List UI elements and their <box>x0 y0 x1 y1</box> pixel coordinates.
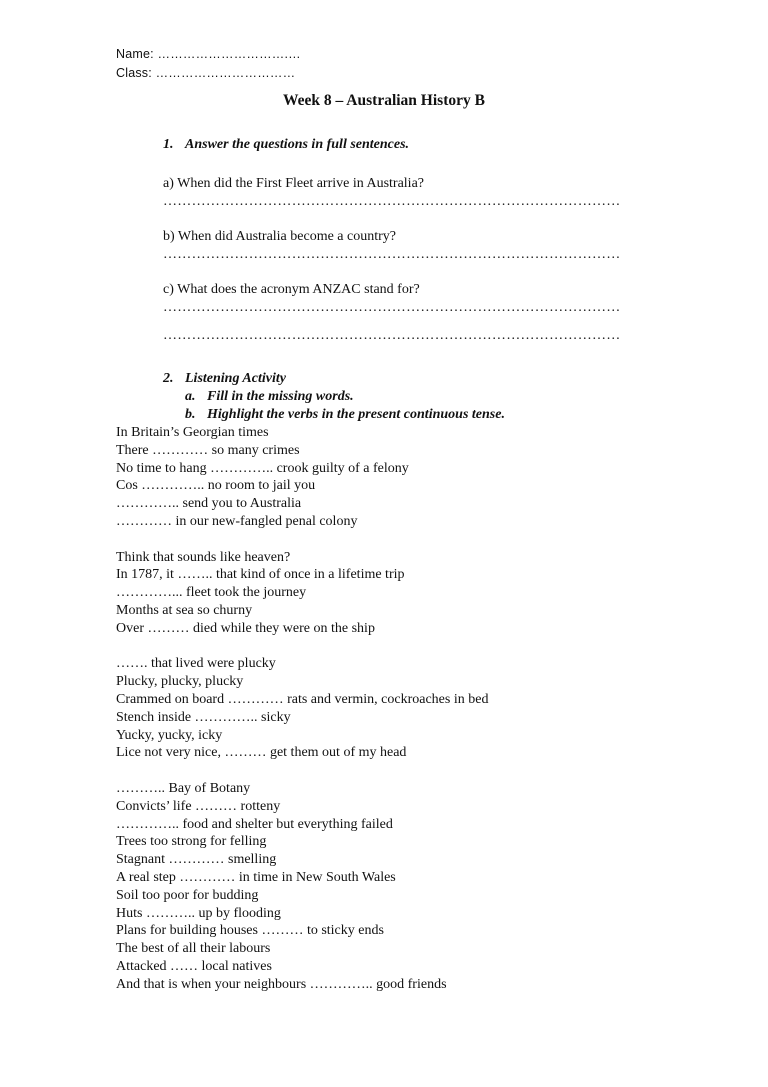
lyric-line: ……. that lived were plucky <box>116 656 276 672</box>
song-lyrics <box>116 424 488 994</box>
lyric-line: Months at sea so churny <box>116 602 253 618</box>
lyric-line: Lice not very nice, ……… get them out of my head <box>116 745 407 761</box>
section-1-heading <box>163 136 409 154</box>
name-field-line: Name: ………………………….… <box>116 47 301 61</box>
stanza-gap <box>116 638 488 656</box>
lyric-line: There ………… so many crimes <box>116 442 300 458</box>
instruction-a-text: Fill in the missing words. <box>207 389 354 404</box>
lyric-line: In 1787, it …….. that kind of once in a lifetime trip <box>116 567 405 583</box>
instruction-b-text: Highlight the verbs in the present continuous tense. <box>207 407 505 422</box>
lyric-line: A real step ………… in time in New South Wales <box>116 869 396 885</box>
lyric-line: Crammed on board ………… rats and vermin, cockroaches in bed <box>116 691 489 707</box>
section-2-number: 2. <box>163 371 174 386</box>
lyric-line: Stagnant ………… smelling <box>116 852 277 868</box>
lyric-line: Convicts’ life ……… rotteny <box>116 798 281 814</box>
lyric-line: Plucky, plucky, plucky <box>116 674 244 690</box>
answer-line-a: …………………………………………………………………………………… <box>163 194 621 209</box>
answer-line-c-2: …………………………………………………………………………………… <box>163 328 621 343</box>
lyric-line: No time to hang ………….. crook guilty of a felony <box>116 460 409 476</box>
section-1-number: 1. <box>163 137 174 152</box>
section-2-instruction-b <box>185 406 505 424</box>
lyric-line: ………….. food and shelter but everything failed <box>116 816 393 832</box>
lyric-line: Soil too poor for budding <box>116 887 259 903</box>
lyric-line: Attacked …… local natives <box>116 958 272 974</box>
answer-line-b: …………………………………………………………………………………… <box>163 247 621 262</box>
lyric-line: ……….. Bay of Botany <box>116 780 251 796</box>
lyric-line: …………... fleet took the journey <box>116 585 307 601</box>
instruction-b-letter: b. <box>185 407 196 422</box>
instruction-a-letter: a. <box>185 389 196 404</box>
stanza-gap <box>116 762 488 780</box>
stanza-gap <box>116 531 488 549</box>
lyric-line: Plans for building houses ……… to sticky ends <box>116 923 384 939</box>
lyric-line: ………… in our new-fangled penal colony <box>116 513 358 529</box>
lyric-line: Huts ……….. up by flooding <box>116 905 281 921</box>
section-2-title: Listening Activity <box>185 371 286 386</box>
section-1-title: Answer the questions in full sentences. <box>185 137 410 152</box>
lyric-line: The best of all their labours <box>116 941 271 957</box>
lyric-line: Trees too strong for felling <box>116 834 267 850</box>
page-title: Week 8 – Australian History B <box>283 92 485 109</box>
question-a: a) When did the First Fleet arrive in Australia? <box>163 176 425 191</box>
lyric-line: Think that sounds like heaven? <box>116 549 291 565</box>
answer-line-c-1: …………………………………………………………………………………… <box>163 300 621 315</box>
lyric-line: Cos ………….. no room to jail you <box>116 478 316 494</box>
lyric-line: ………….. send you to Australia <box>116 496 302 512</box>
class-field-line: Class: …………………………… <box>116 66 296 80</box>
lyric-line: Stench inside ………….. sicky <box>116 709 291 725</box>
lyric-line: Yucky, yucky, icky <box>116 727 223 743</box>
lyric-line: And that is when your neighbours ………….. good friends <box>116 976 447 992</box>
question-b: b) When did Australia become a country? <box>163 229 396 244</box>
question-c: c) What does the acronym ANZAC stand for? <box>163 282 420 297</box>
section-2-heading <box>163 370 286 388</box>
lyric-line: Over ……… died while they were on the ship <box>116 620 375 636</box>
lyric-line: In Britain’s Georgian times <box>116 425 269 440</box>
section-2-instruction-a <box>185 388 354 406</box>
